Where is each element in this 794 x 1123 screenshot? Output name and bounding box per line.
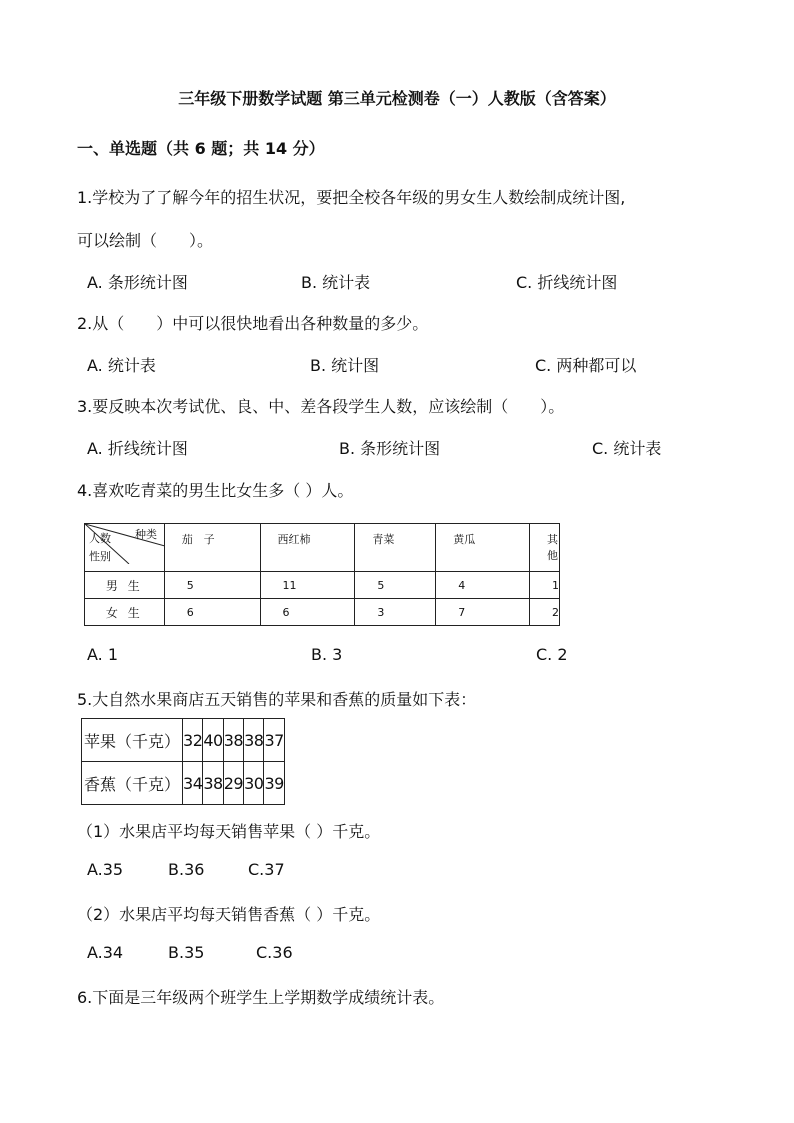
question-2-option-a[interactable]: A. 统计表 [87, 356, 156, 375]
question-5-sub1-option-c[interactable]: C.37 [248, 860, 285, 879]
table-cell: 38 [223, 719, 243, 762]
table-cell: 38 [244, 719, 264, 762]
row-label: 女 生 [85, 599, 165, 626]
question-4-option-b[interactable]: B. 3 [311, 645, 343, 664]
question-4-option-a[interactable]: A. 1 [87, 645, 119, 664]
question-1-option-c[interactable]: C. 折线统计图 [516, 273, 618, 292]
table-cell: 37 [264, 719, 284, 762]
fruit-sales-table [81, 718, 285, 805]
question-6-text: 6.下面是三年级两个班学生上学期数学成绩统计表。 [77, 988, 445, 1007]
table-header: 西红柿 [260, 524, 355, 572]
table-cell: 5 [355, 572, 436, 599]
question-5-sub2-option-b[interactable]: B.35 [168, 943, 205, 962]
table-row [82, 719, 285, 762]
question-5-sub2-text: （2）水果店平均每天销售香蕉（ ）千克。 [77, 905, 381, 924]
question-1-text-line1: 1.学校为了了解今年的招生状况，要把全校各年级的男女生人数绘制成统计图, [77, 188, 626, 207]
table-cell: 32 [183, 719, 203, 762]
table-cell: 6 [260, 599, 355, 626]
table-row [82, 762, 285, 805]
question-3-text: 3.要反映本次考试优、良、中、差各段学生人数，应该绘制（ ）。 [77, 397, 565, 416]
table-header: 茄 子 [164, 524, 260, 572]
question-3-option-b[interactable]: B. 条形统计图 [339, 439, 441, 458]
section-heading: 一、单选题（共 6 题；共 14 分） [77, 139, 325, 158]
question-2-option-c[interactable]: C. 两种都可以 [535, 356, 637, 375]
table-corner-cell [85, 524, 165, 572]
table-cell: 5 [164, 572, 260, 599]
question-4-option-c[interactable]: C. 2 [536, 645, 568, 664]
question-2-option-b[interactable]: B. 统计图 [310, 356, 380, 375]
table-cell: 3 [355, 599, 436, 626]
table-header: 青菜 [355, 524, 436, 572]
table-cell: 38 [203, 762, 223, 805]
corner-label-type: 种类 [135, 528, 157, 541]
table-cell: 4 [436, 572, 530, 599]
question-3-option-c[interactable]: C. 统计表 [592, 439, 662, 458]
table-cell: 30 [244, 762, 264, 805]
question-4-text: 4.喜欢吃青菜的男生比女生多（ ）人。 [77, 481, 354, 500]
corner-label-gender: 性别 [89, 550, 111, 563]
question-1-option-b[interactable]: B. 统计表 [301, 273, 371, 292]
corner-label-count: 人数 [89, 532, 111, 545]
question-5-sub1-text: （1）水果店平均每天销售苹果（ ）千克。 [77, 822, 381, 841]
page-title: 三年级下册数学试题 第三单元检测卷（一）人教版（含答案） [178, 89, 616, 108]
question-3-option-a[interactable]: A. 折线统计图 [87, 439, 188, 458]
question-5-sub1-option-b[interactable]: B.36 [168, 860, 205, 879]
table-row [85, 599, 560, 626]
question-1-option-a[interactable]: A. 条形统计图 [87, 273, 188, 292]
table-cell: 7 [436, 599, 530, 626]
vegetable-preference-table [84, 523, 560, 626]
table-cell: 11 [260, 572, 355, 599]
table-cell: 39 [264, 762, 284, 805]
question-1-text-line2: 可以绘制（ ）。 [77, 231, 214, 250]
question-5-sub2-option-c[interactable]: C.36 [256, 943, 293, 962]
question-2-text: 2.从（ ）中可以很快地看出各种数量的多少。 [77, 314, 429, 333]
question-5-text: 5.大自然水果商店五天销售的苹果和香蕉的质量如下表： [77, 690, 477, 709]
table-cell: 2 [530, 599, 560, 626]
table-cell: 34 [183, 762, 203, 805]
table-cell: 1 [530, 572, 560, 599]
table-header: 黄瓜 [436, 524, 530, 572]
row-label: 苹果（千克） [82, 719, 183, 762]
table-header: 其他 [530, 524, 560, 572]
question-5-sub1-option-a[interactable]: A.35 [87, 860, 124, 879]
table-cell: 40 [203, 719, 223, 762]
table-cell: 29 [223, 762, 243, 805]
row-label: 香蕉（千克） [82, 762, 183, 805]
question-5-sub2-option-a[interactable]: A.34 [87, 943, 124, 962]
table-cell: 6 [164, 599, 260, 626]
table-row [85, 572, 560, 599]
row-label: 男 生 [85, 572, 165, 599]
